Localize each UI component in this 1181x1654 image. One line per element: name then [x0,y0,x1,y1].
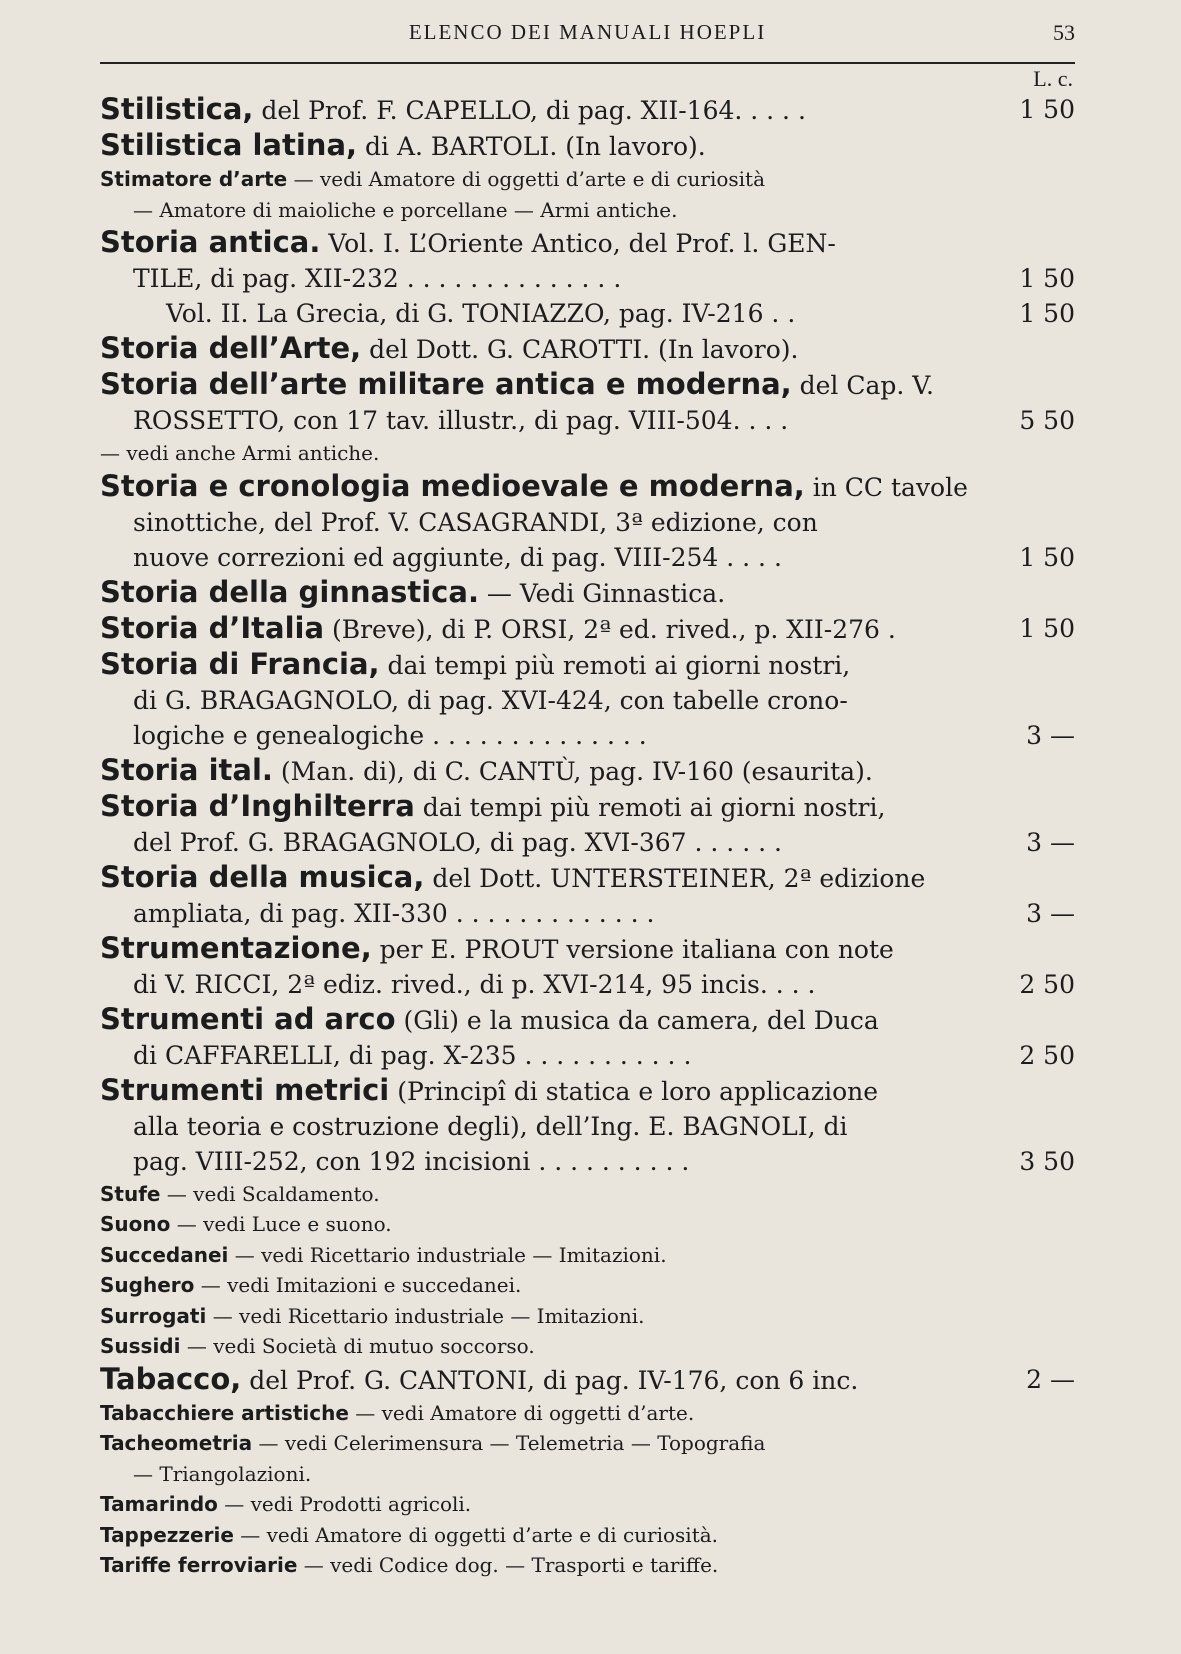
catalog-entry [100,611,1075,647]
entry-line [100,647,1075,683]
entry-line [100,1331,1075,1362]
running-title: ELENCO DEI MANUALI HOEPLI [408,20,767,44]
entry-price: 2 50 [1019,1040,1075,1070]
entry-line [100,896,1075,931]
entry-heading: Storia della ginnastica. [100,574,479,609]
entry-heading: Storia di Francia, [100,646,380,681]
entry-price: 1 50 [1019,95,1075,124]
entry-heading: Tappezzerie [100,1522,234,1547]
catalog-entry [100,1270,1075,1301]
entry-heading: Strumenti ad arco [100,1001,396,1036]
entry-price: 2 — [1026,1364,1075,1394]
entry-text: del Prof. G. CANTONI, di pag. IV-176, con 6 inc. [241,1365,859,1395]
entry-line [100,469,1075,505]
catalog-entry [100,1240,1075,1271]
entry-text: pag. VIII-252, con 192 incisioni . . . . . . . . . . [133,1146,690,1176]
entry-heading: Strumenti metrici [100,1072,390,1107]
entry-heading: Storia d’Inghilterra [100,788,415,823]
entry-heading: Storia antica. [100,225,321,259]
entry-price: 3 50 [1019,1146,1075,1176]
entry-price: 3 — [1026,720,1075,750]
entry-text: — vedi Celerimensura — Telemetria — Topografia [252,1431,766,1455]
entry-heading: Tabacchiere artistiche [100,1400,349,1425]
catalog-entry [100,1428,1075,1489]
entry-line [100,1459,1075,1490]
entry-line [100,1002,1075,1038]
entry-text: del Prof. F. CAPELLO, di pag. XII-164. . . . . [253,96,806,125]
entry-line [100,1179,1075,1210]
entry-price: 1 50 [1019,299,1075,328]
entry-text: alla teoria e costruzione degli), dell’Ing. E. BAGNOLI, di [133,1111,848,1141]
catalog-entry [100,575,1075,611]
page-number: 53 [1053,20,1075,45]
entry-text: dai tempi più remoti ai giorni nostri, [414,792,886,822]
catalog-entry [100,367,1075,438]
entry-text: ROSSETTO, con 17 tav. illustr., di pag. VIII-504. . . . [133,406,789,435]
entry-heading: Storia d’Italia [100,610,325,645]
catalog-entry [100,1362,1075,1398]
entry-text: del Cap. V. [791,371,934,400]
entry-line [100,575,1075,611]
entry-line [100,789,1075,825]
catalog-entry [100,92,1075,128]
entry-text: logiche e genealogiche . . . . . . . . . . . . . . [133,720,647,750]
entry-heading: Suono [100,1212,171,1236]
entry-heading: Storia dell’arte militare antica e moderna, [100,367,792,401]
entry-text: — vedi Codice dog. — Trasporti e tariffe. [297,1553,719,1577]
catalog-entry [100,438,1075,469]
entry-text: — vedi Amatore di oggetti d’arte. [348,1400,695,1425]
catalog-entry [100,1301,1075,1332]
entry-text: — Triangolazioni. [133,1461,312,1486]
catalog-entry [100,1520,1075,1551]
entry-heading: Sughero [100,1273,195,1297]
entry-line [100,296,1075,331]
entry-price: 2 50 [1019,969,1075,999]
entry-text: Vol. I. L’Oriente Antico, del Prof. l. GEN- [320,229,836,258]
entry-line [100,825,1075,860]
entry-price: 3 — [1026,898,1075,928]
entry-line [100,195,1075,226]
entry-text: in CC tavole [804,472,968,502]
entry-line [100,1428,1075,1459]
entry-text: del Dott. UNTERSTEINER, 2ª edizione [424,863,926,893]
entry-heading: Stimatore d’arte [100,167,288,191]
entry-heading: Tamarindo [100,1492,218,1516]
entry-line [100,1144,1075,1179]
entry-text: del Prof. G. BRAGAGNOLO, di pag. XVI-367 . . . . . . [133,827,782,857]
entry-line [100,1520,1075,1551]
entry-line [100,1270,1075,1301]
entry-heading: Tacheometria [100,1431,253,1455]
price-column-label: L. c. [1033,66,1073,91]
entry-line [100,611,1075,647]
entry-line [100,540,1075,575]
entry-line [100,967,1075,1002]
catalog-entry [100,789,1075,860]
entry-line [100,1073,1075,1109]
entry-heading: Tariffe ferroviarie [100,1553,298,1577]
catalog-entry [100,1398,1075,1429]
entry-heading: Storia dell’Arte, [100,331,362,365]
entry-text: di A. BARTOLI. (In lavoro). [357,132,706,161]
catalog-entry [100,1179,1075,1210]
entry-line [100,753,1075,789]
entry-heading: Storia ital. [100,752,273,787]
entry-text: — vedi Scaldamento. [160,1181,380,1206]
catalog-entry [100,469,1075,575]
entry-text: — vedi Luce e suono. [170,1212,392,1236]
entry-text: del Dott. G. CAROTTI. (In lavoro). [361,335,799,364]
catalog-entry [100,1002,1075,1073]
page-header [100,20,1075,56]
entry-heading: Stilistica, [100,92,254,126]
catalog-entry [100,164,1075,225]
entry-heading: Storia della musica, [100,859,425,894]
entry-line [100,860,1075,896]
catalog-entry [100,1209,1075,1240]
entry-line [100,261,1075,296]
catalog-entry [100,931,1075,1002]
entry-heading: Sussidi [100,1334,181,1358]
entry-text: (Gli) e la musica da camera, del Duca [395,1005,879,1035]
entry-heading: Succedanei [100,1242,229,1267]
entry-price: 3 — [1026,827,1075,857]
catalog-entry [100,1550,1075,1581]
entry-text: — vedi Società di mutuo soccorso. [180,1334,535,1358]
entry-heading: Storia e cronologia medioevale e moderna, [100,468,805,503]
entry-line [100,438,1075,469]
entry-text: — vedi Amatore di oggetti d’arte e di curiosità. [233,1522,719,1547]
entry-line [100,683,1075,718]
entry-line [100,128,1075,164]
entry-list [100,92,1075,1581]
entry-line [100,1301,1075,1332]
entry-line [100,367,1075,403]
entry-line [100,403,1075,438]
entry-heading: Strumentazione, [100,930,372,965]
entry-text: — Amatore di maioliche e porcellane — Armi antiche. [133,197,678,222]
catalog-entry [100,1331,1075,1362]
entry-line [100,225,1075,261]
catalog-entry [100,1489,1075,1520]
entry-line [100,718,1075,753]
entry-line [100,931,1075,967]
entry-text: TILE, di pag. XII-232 . . . . . . . . . . . . . . [133,264,622,293]
entry-text: — vedi Ricettario industriale — Imitazioni. [206,1303,645,1328]
entry-line [100,1550,1075,1581]
entry-text: nuove correzioni ed aggiunte, di pag. VIII-254 . . . . [133,542,782,572]
entry-price: 1 50 [1019,542,1075,572]
catalog-entry [100,1073,1075,1179]
entry-line [100,1209,1075,1240]
entry-text: di CAFFARELLI, di pag. X-235 . . . . . . . . . . . [133,1040,692,1070]
entry-heading: Surrogati [100,1303,207,1328]
catalog-entry [100,753,1075,789]
entry-text: — vedi Imitazioni e succedanei. [194,1273,522,1297]
entry-text: — vedi anche Armi antiche. [100,441,380,465]
catalog-entry [100,647,1075,753]
entry-text: dai tempi più remoti ai giorni nostri, [379,650,851,680]
entry-text: ampliata, di pag. XII-330 . . . . . . . . . . . . . [133,898,655,928]
entry-text: per E. PROUT versione italiana con note [371,934,894,964]
entry-line [100,505,1075,540]
entry-text: — vedi Prodotti agricoli. [217,1492,472,1516]
catalog-entry [100,128,1075,164]
entry-text: — vedi Amatore di oggetti d’arte e di curiosità [287,167,766,191]
entry-heading: Stufe [100,1181,161,1206]
entry-price: 1 50 [1019,613,1075,643]
catalog-entry [100,331,1075,367]
entry-text: — vedi Ricettario industriale — Imitazioni. [228,1242,667,1267]
entry-line [100,1362,1075,1398]
entry-price: 5 50 [1019,406,1075,435]
entry-text: — Vedi Ginnastica. [478,578,726,608]
entry-line [100,1398,1075,1429]
entry-text: di G. BRAGAGNOLO, di pag. XVI-424, con tabelle crono- [133,685,848,715]
entry-text: sinottiche, del Prof. V. CASAGRANDI, 3ª edizione, con [133,507,818,537]
entry-line [100,1240,1075,1271]
entry-line [100,1109,1075,1144]
entry-line [100,1489,1075,1520]
header-rule [100,62,1075,64]
entry-heading: Stilistica latina, [100,128,358,162]
entry-text: Vol. II. La Grecia, di G. TONIAZZO, pag. IV-216 . . [166,299,796,328]
entry-line [100,164,1075,195]
entry-text: (Breve), di P. ORSI, 2ª ed. rived., p. XII-276 . [324,614,896,644]
entry-line [100,92,1075,128]
entry-heading: Tabacco, [100,1361,242,1396]
entry-text: (Man. di), di C. CANTÙ, pag. IV-160 (esaurita). [272,756,873,786]
catalog-entry [100,860,1075,931]
entry-text: (Principî di statica e loro applicazione [389,1076,879,1106]
entry-line [100,331,1075,367]
entry-price: 1 50 [1019,264,1075,293]
entry-text: di V. RICCI, 2ª ediz. rived., di p. XVI-214, 95 incis. . . . [133,969,816,999]
entry-line [100,1038,1075,1073]
catalog-entry [100,225,1075,331]
